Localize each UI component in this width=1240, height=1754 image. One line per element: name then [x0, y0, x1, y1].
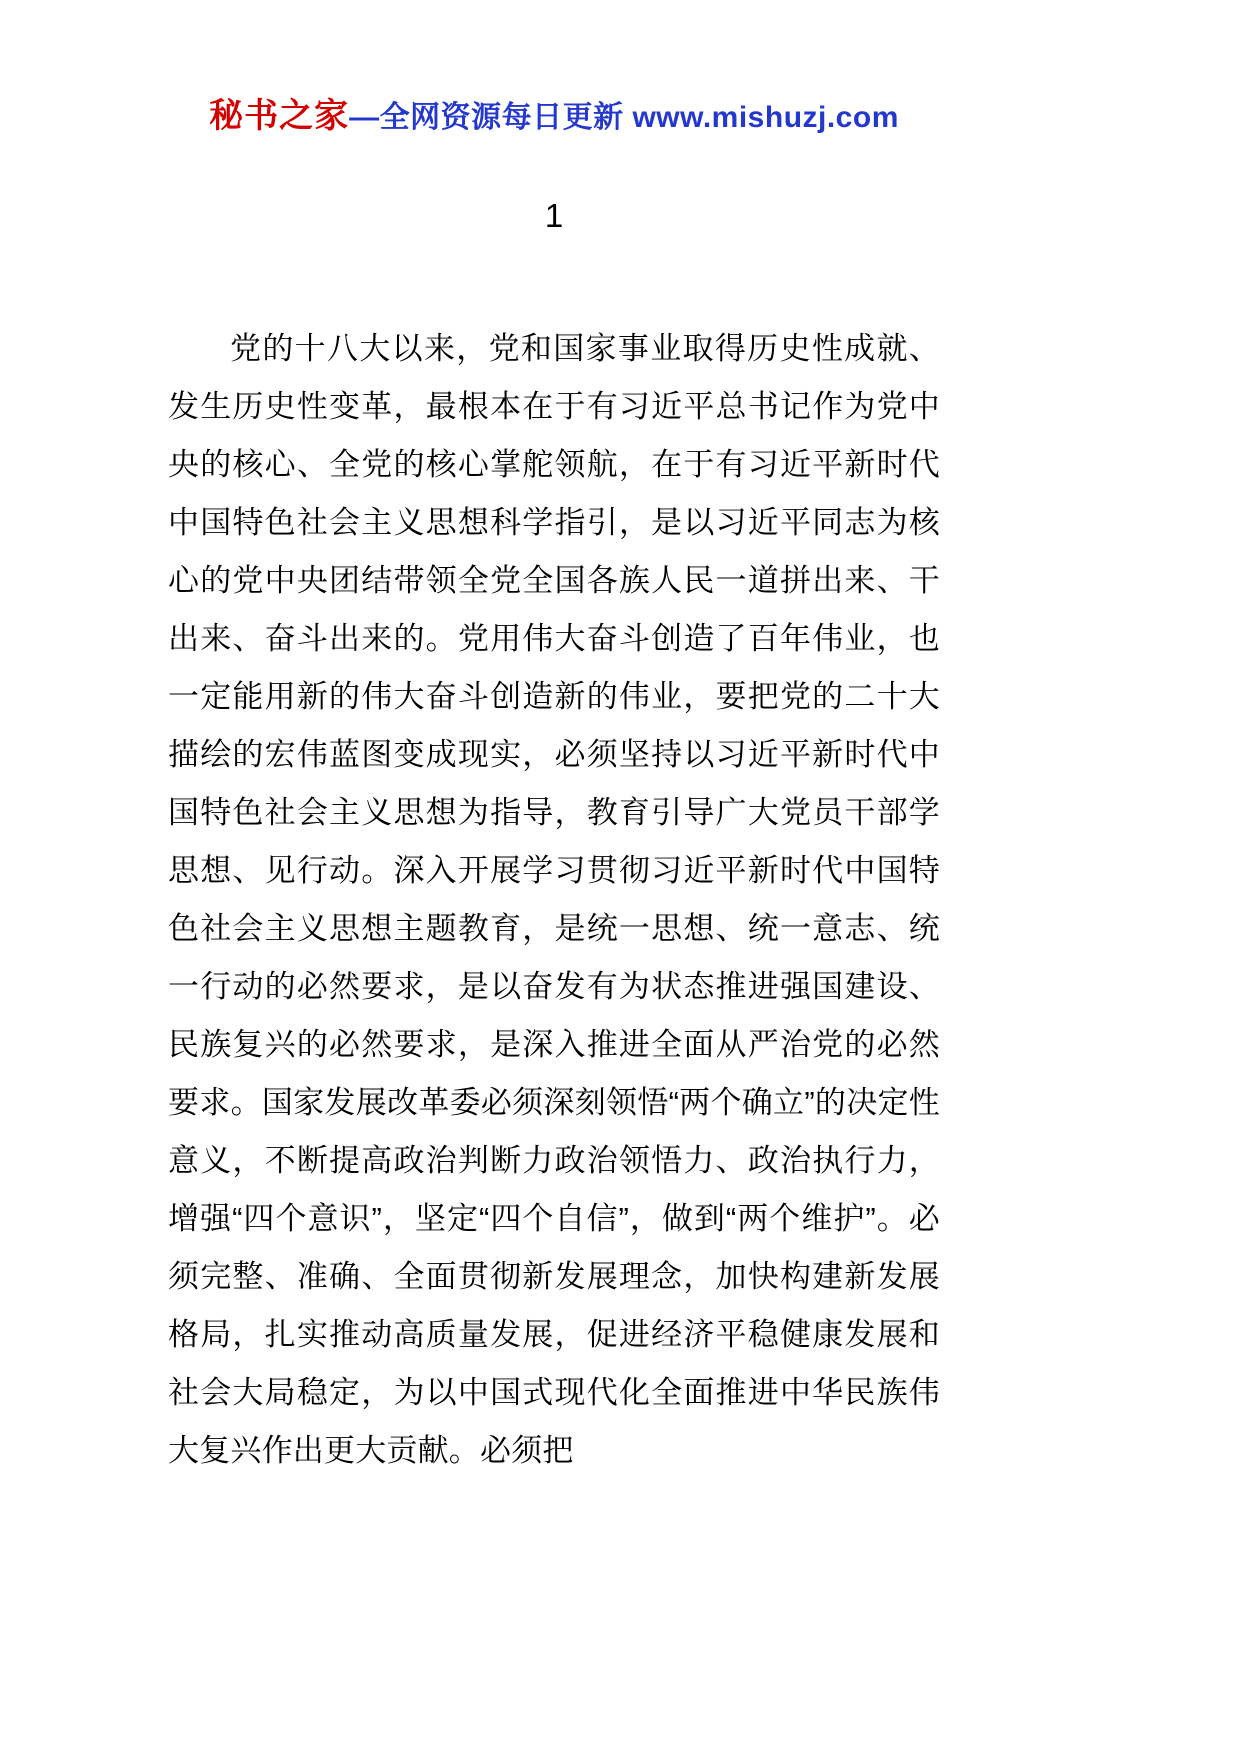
body-paragraph: 党的十八大以来，党和国家事业取得历史性成就、发生历史性变革，最根本在于有习近平总书记作为党中央的核心、全党的核心掌舵领航，在于有习近平新时代中国特色社会主义思想科学指引，是以习近平同志为核心的党中央团结带领全党全国各族人民一道拼出来、干出来、奋斗出来的。党用伟大奋斗创造了百年伟业，也一定能用新的伟大奋斗创造新的伟业，要把党的二十大描绘的宏伟蓝图变成现实，必须坚持以习近平新时代中国特色社会主义思想为指导，教育引导广大党员干部学思想、见行动。深入开展学习贯彻习近平新时代中国特色社会主义思想主题教育，是统一思想、统一意志、统一行动的必然要求，是以奋发有为状态推进强国建设、民族复兴的必然要求，是深入推进全面从严治党的必然要求。国家发展改革委必须深刻领悟“两个确立”的决定性意义，不断提高政治判断力政治领悟力、政治执行力，增强“四个意识”，坚定“四个自信”，做到“两个维护”。必须完整、准确、全面贯彻新发展理念，加快构建新发展格局，扎实推动高质量发展，促进经济平稳健康发展和社会大局稳定，为以中国式现代化全面推进中华民族伟大复兴作出更大贡献。必须把: [168, 331, 940, 1468]
site-tagline-text: —全网资源每日更新 www.mishuzj.com: [349, 101, 899, 134]
section-number: 1: [544, 197, 564, 234]
site-name-text: 秘书之家: [209, 97, 350, 135]
site-header: [168, 88, 940, 137]
